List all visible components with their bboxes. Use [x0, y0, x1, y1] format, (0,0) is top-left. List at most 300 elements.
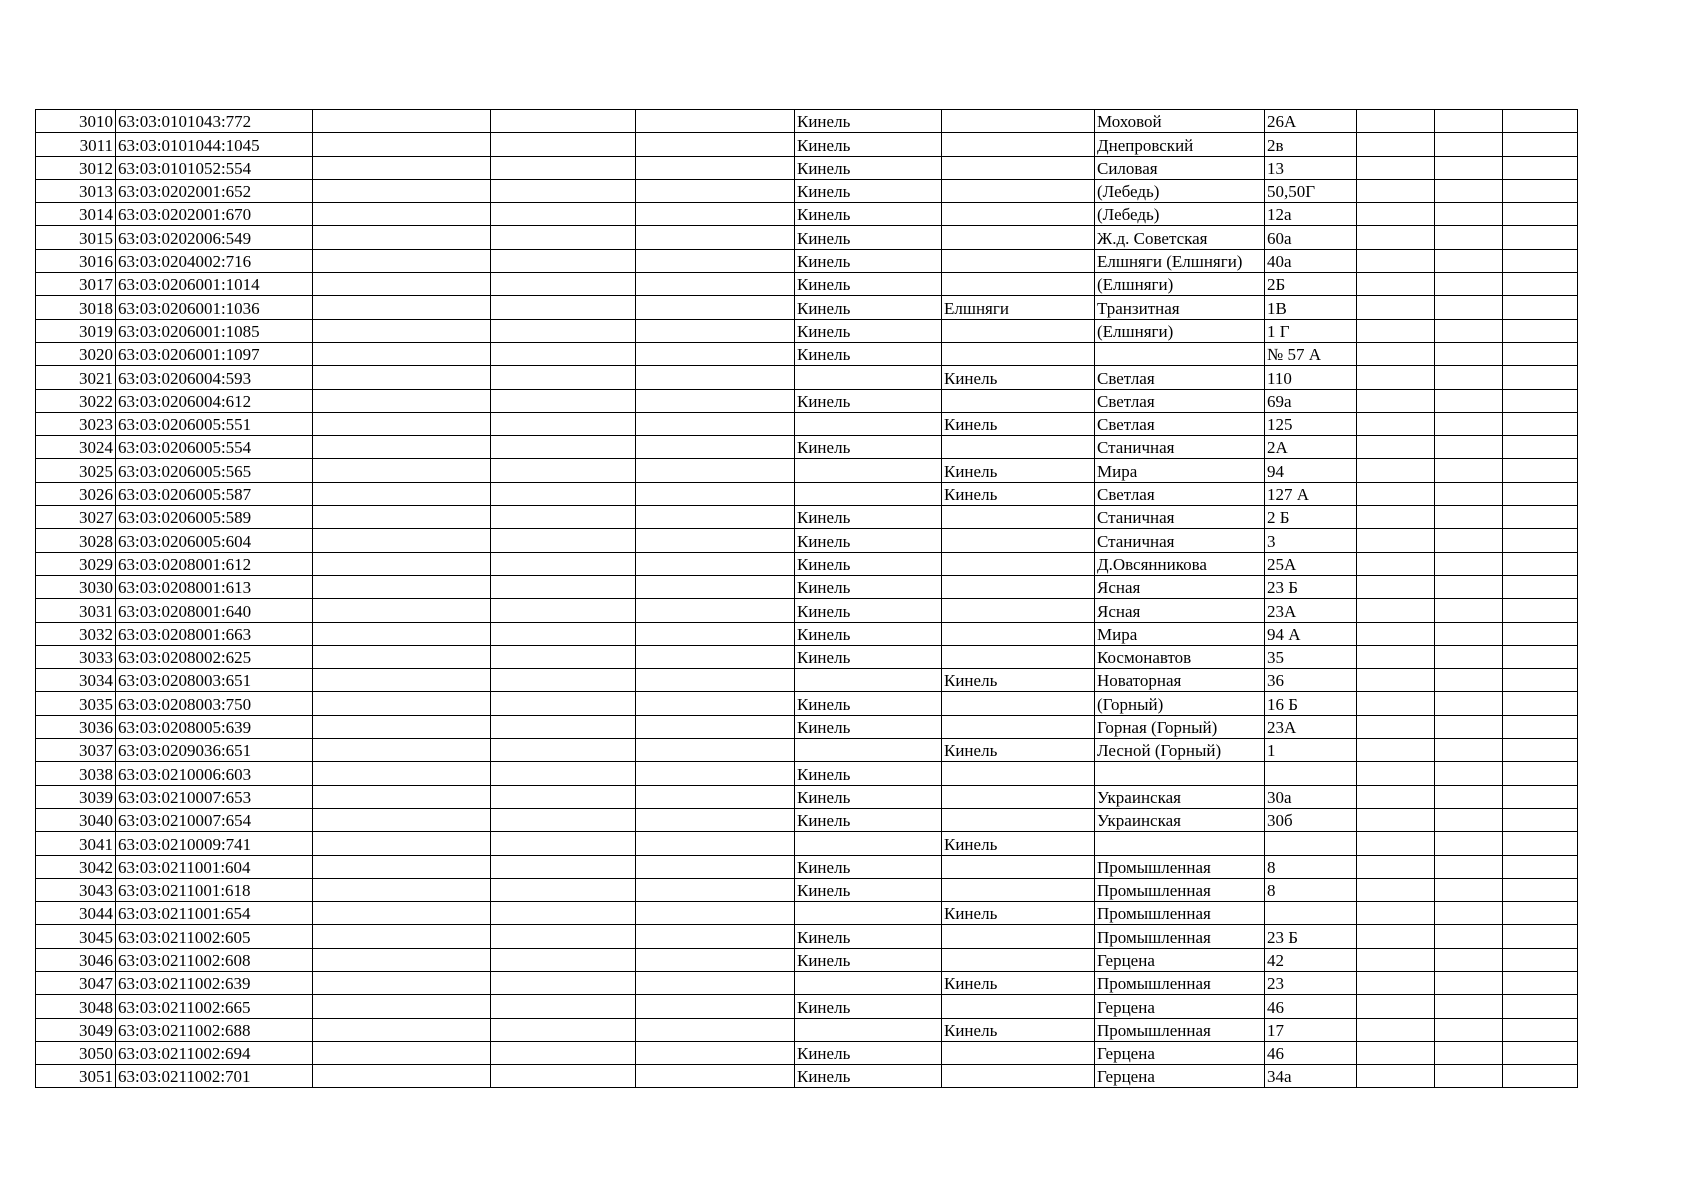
locality-cell: Кинель: [795, 273, 942, 296]
cadastral-number-cell: 63:03:0210006:603: [116, 762, 313, 785]
empty-cell: [1357, 855, 1435, 878]
empty-cell: [636, 692, 795, 715]
street-cell: Елшняги (Елшняги): [1095, 249, 1265, 272]
empty-cell: [1357, 995, 1435, 1018]
empty-cell: [1357, 366, 1435, 389]
house-number-cell: 25А: [1265, 552, 1357, 575]
row-number-cell: 3046: [36, 948, 116, 971]
house-number-cell: 23 Б: [1265, 575, 1357, 598]
settlement-cell: Кинель: [942, 1018, 1095, 1041]
empty-cell: [1503, 203, 1578, 226]
house-number-cell: 35: [1265, 645, 1357, 668]
street-cell: Днепровский: [1095, 133, 1265, 156]
empty-cell: [1503, 762, 1578, 785]
empty-cell: [1357, 832, 1435, 855]
empty-cell: [491, 179, 636, 202]
empty-cell: [1357, 342, 1435, 365]
settlement-cell: Кинель: [942, 739, 1095, 762]
empty-cell: [1357, 622, 1435, 645]
table-row: [36, 1065, 1578, 1088]
empty-cell: [313, 808, 491, 831]
house-number-cell: 23А: [1265, 715, 1357, 738]
empty-cell: [313, 1041, 491, 1064]
empty-cell: [491, 1041, 636, 1064]
empty-cell: [313, 878, 491, 901]
house-number-cell: 23А: [1265, 599, 1357, 622]
locality-cell: Кинель: [795, 622, 942, 645]
settlement-cell: Кинель: [942, 412, 1095, 435]
row-number-cell: 3020: [36, 342, 116, 365]
empty-cell: [636, 156, 795, 179]
empty-cell: [491, 971, 636, 994]
empty-cell: [1503, 459, 1578, 482]
locality-cell: Кинель: [795, 925, 942, 948]
house-number-cell: 50,50Г: [1265, 179, 1357, 202]
empty-cell: [636, 319, 795, 342]
row-number-cell: 3019: [36, 319, 116, 342]
empty-cell: [1503, 273, 1578, 296]
row-number-cell: 3013: [36, 179, 116, 202]
empty-cell: [1435, 110, 1503, 133]
cadastral-number-cell: 63:03:0211002:605: [116, 925, 313, 948]
empty-cell: [1435, 226, 1503, 249]
row-number-cell: 3030: [36, 575, 116, 598]
row-number-cell: 3040: [36, 808, 116, 831]
empty-cell: [1357, 459, 1435, 482]
cadastral-number-cell: 63:03:0209036:651: [116, 739, 313, 762]
row-number-cell: 3029: [36, 552, 116, 575]
empty-cell: [1503, 692, 1578, 715]
table-row: [36, 692, 1578, 715]
empty-cell: [1357, 249, 1435, 272]
cadastral-number-cell: 63:03:0206005:551: [116, 412, 313, 435]
street-cell: (Лебедь): [1095, 203, 1265, 226]
house-number-cell: 2А: [1265, 436, 1357, 459]
locality-cell: [795, 366, 942, 389]
empty-cell: [313, 156, 491, 179]
locality-cell: Кинель: [795, 156, 942, 179]
house-number-cell: 8: [1265, 855, 1357, 878]
street-cell: [1095, 832, 1265, 855]
cadastral-number-cell: 63:03:0206001:1097: [116, 342, 313, 365]
settlement-cell: [942, 808, 1095, 831]
locality-cell: Кинель: [795, 1065, 942, 1088]
row-number-cell: 3050: [36, 1041, 116, 1064]
empty-cell: [1435, 482, 1503, 505]
empty-cell: [636, 902, 795, 925]
empty-cell: [636, 179, 795, 202]
empty-cell: [636, 925, 795, 948]
empty-cell: [1435, 203, 1503, 226]
settlement-cell: [942, 1065, 1095, 1088]
empty-cell: [1503, 436, 1578, 459]
row-number-cell: 3028: [36, 529, 116, 552]
locality-cell: Кинель: [795, 436, 942, 459]
cadastral-number-cell: 63:03:0206001:1014: [116, 273, 313, 296]
cadastral-number-cell: 63:03:0206005:554: [116, 436, 313, 459]
empty-cell: [636, 110, 795, 133]
house-number-cell: 94: [1265, 459, 1357, 482]
empty-cell: [1357, 529, 1435, 552]
empty-cell: [636, 575, 795, 598]
empty-cell: [636, 203, 795, 226]
empty-cell: [1357, 110, 1435, 133]
empty-cell: [1503, 1018, 1578, 1041]
table-row: [36, 156, 1578, 179]
street-cell: Герцена: [1095, 1041, 1265, 1064]
cadastral-number-cell: 63:03:0211002:688: [116, 1018, 313, 1041]
empty-cell: [636, 552, 795, 575]
empty-cell: [1357, 412, 1435, 435]
empty-cell: [1357, 575, 1435, 598]
empty-cell: [1435, 855, 1503, 878]
empty-cell: [1435, 342, 1503, 365]
settlement-cell: [942, 273, 1095, 296]
empty-cell: [491, 878, 636, 901]
empty-cell: [1503, 296, 1578, 319]
empty-cell: [636, 878, 795, 901]
street-cell: Украинская: [1095, 785, 1265, 808]
table-row: [36, 366, 1578, 389]
empty-cell: [313, 669, 491, 692]
street-cell: Светлая: [1095, 389, 1265, 412]
row-number-cell: 3041: [36, 832, 116, 855]
settlement-cell: [942, 110, 1095, 133]
empty-cell: [313, 179, 491, 202]
empty-cell: [1503, 808, 1578, 831]
cadastral-number-cell: 63:03:0202001:652: [116, 179, 313, 202]
cadastral-number-cell: 63:03:0101052:554: [116, 156, 313, 179]
empty-cell: [1435, 995, 1503, 1018]
empty-cell: [1435, 156, 1503, 179]
locality-cell: Кинель: [795, 552, 942, 575]
empty-cell: [491, 296, 636, 319]
empty-cell: [1357, 552, 1435, 575]
row-number-cell: 3027: [36, 506, 116, 529]
settlement-cell: [942, 203, 1095, 226]
house-number-cell: 125: [1265, 412, 1357, 435]
empty-cell: [636, 436, 795, 459]
house-number-cell: [1265, 832, 1357, 855]
house-number-cell: 1В: [1265, 296, 1357, 319]
settlement-cell: [942, 948, 1095, 971]
settlement-cell: Елшняги: [942, 296, 1095, 319]
cadastral-number-cell: 63:03:0211001:618: [116, 878, 313, 901]
cadastral-number-cell: 63:03:0206004:612: [116, 389, 313, 412]
settlement-cell: [942, 529, 1095, 552]
cadastral-number-cell: 63:03:0211002:608: [116, 948, 313, 971]
street-cell: Промышленная: [1095, 902, 1265, 925]
empty-cell: [1435, 506, 1503, 529]
empty-cell: [1435, 575, 1503, 598]
empty-cell: [1357, 925, 1435, 948]
empty-cell: [636, 226, 795, 249]
empty-cell: [636, 1065, 795, 1088]
street-cell: Промышленная: [1095, 878, 1265, 901]
empty-cell: [1357, 296, 1435, 319]
table-row: [36, 902, 1578, 925]
settlement-cell: [942, 1041, 1095, 1064]
locality-cell: [795, 669, 942, 692]
row-number-cell: 3025: [36, 459, 116, 482]
empty-cell: [313, 319, 491, 342]
street-cell: Д.Овсянникова: [1095, 552, 1265, 575]
table-row: [36, 179, 1578, 202]
table-row: [36, 808, 1578, 831]
empty-cell: [1503, 110, 1578, 133]
empty-cell: [1357, 179, 1435, 202]
table-row: [36, 482, 1578, 505]
house-number-cell: 26А: [1265, 110, 1357, 133]
empty-cell: [491, 506, 636, 529]
empty-cell: [1435, 366, 1503, 389]
row-number-cell: 3043: [36, 878, 116, 901]
empty-cell: [313, 622, 491, 645]
empty-cell: [636, 133, 795, 156]
empty-cell: [636, 762, 795, 785]
empty-cell: [1503, 669, 1578, 692]
street-cell: Ясная: [1095, 575, 1265, 598]
empty-cell: [1503, 878, 1578, 901]
empty-cell: [1357, 715, 1435, 738]
empty-cell: [1435, 762, 1503, 785]
table-row: [36, 622, 1578, 645]
empty-cell: [636, 506, 795, 529]
empty-cell: [1435, 133, 1503, 156]
empty-cell: [313, 436, 491, 459]
cadastral-number-cell: 63:03:0211002:694: [116, 1041, 313, 1064]
empty-cell: [636, 482, 795, 505]
empty-cell: [636, 808, 795, 831]
table-row: [36, 599, 1578, 622]
settlement-cell: Кинель: [942, 482, 1095, 505]
empty-cell: [636, 389, 795, 412]
house-number-cell: 23 Б: [1265, 925, 1357, 948]
registry-rows: [36, 110, 1578, 1088]
settlement-cell: [942, 995, 1095, 1018]
locality-cell: Кинель: [795, 715, 942, 738]
empty-cell: [313, 599, 491, 622]
street-cell: Светлая: [1095, 366, 1265, 389]
locality-cell: Кинель: [795, 762, 942, 785]
empty-cell: [1357, 389, 1435, 412]
house-number-cell: № 57 А: [1265, 342, 1357, 365]
empty-cell: [1435, 1065, 1503, 1088]
table-row: [36, 855, 1578, 878]
table-row: [36, 948, 1578, 971]
row-number-cell: 3014: [36, 203, 116, 226]
empty-cell: [313, 925, 491, 948]
empty-cell: [313, 529, 491, 552]
empty-cell: [313, 342, 491, 365]
cadastral-number-cell: 63:03:0208001:612: [116, 552, 313, 575]
empty-cell: [313, 1065, 491, 1088]
empty-cell: [1435, 389, 1503, 412]
empty-cell: [491, 1065, 636, 1088]
locality-cell: Кинель: [795, 342, 942, 365]
street-cell: Светлая: [1095, 482, 1265, 505]
table-row: [36, 203, 1578, 226]
empty-cell: [1503, 412, 1578, 435]
empty-cell: [313, 249, 491, 272]
empty-cell: [313, 785, 491, 808]
locality-cell: [795, 459, 942, 482]
empty-cell: [636, 622, 795, 645]
street-cell: Светлая: [1095, 412, 1265, 435]
empty-cell: [491, 832, 636, 855]
empty-cell: [1357, 762, 1435, 785]
empty-cell: [1503, 832, 1578, 855]
street-cell: Станичная: [1095, 506, 1265, 529]
locality-cell: Кинель: [795, 179, 942, 202]
empty-cell: [1503, 529, 1578, 552]
street-cell: Мира: [1095, 622, 1265, 645]
table-row: [36, 785, 1578, 808]
empty-cell: [1357, 133, 1435, 156]
empty-cell: [491, 342, 636, 365]
street-cell: Герцена: [1095, 995, 1265, 1018]
locality-cell: [795, 902, 942, 925]
locality-cell: Кинель: [795, 785, 942, 808]
empty-cell: [1435, 599, 1503, 622]
empty-cell: [313, 855, 491, 878]
row-number-cell: 3021: [36, 366, 116, 389]
empty-cell: [1435, 878, 1503, 901]
empty-cell: [1435, 552, 1503, 575]
table-row: [36, 226, 1578, 249]
cadastral-number-cell: 63:03:0211002:639: [116, 971, 313, 994]
table-row: [36, 133, 1578, 156]
locality-cell: Кинель: [795, 575, 942, 598]
table-row: [36, 669, 1578, 692]
empty-cell: [1503, 739, 1578, 762]
table-row: [36, 832, 1578, 855]
cadastral-number-cell: 63:03:0208005:639: [116, 715, 313, 738]
locality-cell: Кинель: [795, 808, 942, 831]
empty-cell: [636, 249, 795, 272]
empty-cell: [636, 855, 795, 878]
empty-cell: [1357, 971, 1435, 994]
table-row: [36, 995, 1578, 1018]
locality-cell: Кинель: [795, 948, 942, 971]
row-number-cell: 3023: [36, 412, 116, 435]
house-number-cell: 40а: [1265, 249, 1357, 272]
empty-cell: [636, 971, 795, 994]
settlement-cell: [942, 179, 1095, 202]
empty-cell: [636, 296, 795, 319]
empty-cell: [491, 226, 636, 249]
empty-cell: [1435, 412, 1503, 435]
empty-cell: [1357, 808, 1435, 831]
empty-cell: [491, 482, 636, 505]
empty-cell: [1357, 203, 1435, 226]
house-number-cell: 36: [1265, 669, 1357, 692]
locality-cell: [795, 1018, 942, 1041]
empty-cell: [1435, 808, 1503, 831]
row-number-cell: 3015: [36, 226, 116, 249]
house-number-cell: 12а: [1265, 203, 1357, 226]
house-number-cell: 94 А: [1265, 622, 1357, 645]
cadastral-registry-table: [35, 109, 1578, 1088]
row-number-cell: 3017: [36, 273, 116, 296]
empty-cell: [313, 692, 491, 715]
empty-cell: [1357, 506, 1435, 529]
empty-cell: [1357, 785, 1435, 808]
house-number-cell: 42: [1265, 948, 1357, 971]
empty-cell: [313, 1018, 491, 1041]
empty-cell: [1357, 319, 1435, 342]
empty-cell: [1357, 1065, 1435, 1088]
locality-cell: Кинель: [795, 249, 942, 272]
street-cell: Моховой: [1095, 110, 1265, 133]
house-number-cell: 2 Б: [1265, 506, 1357, 529]
settlement-cell: [942, 785, 1095, 808]
house-number-cell: 1: [1265, 739, 1357, 762]
row-number-cell: 3037: [36, 739, 116, 762]
house-number-cell: 3: [1265, 529, 1357, 552]
cadastral-number-cell: 63:03:0206005:587: [116, 482, 313, 505]
table-row: [36, 506, 1578, 529]
settlement-cell: Кинель: [942, 971, 1095, 994]
empty-cell: [1503, 552, 1578, 575]
row-number-cell: 3039: [36, 785, 116, 808]
street-cell: (Лебедь): [1095, 179, 1265, 202]
table-row: [36, 925, 1578, 948]
row-number-cell: 3034: [36, 669, 116, 692]
settlement-cell: [942, 319, 1095, 342]
empty-cell: [313, 645, 491, 668]
empty-cell: [1357, 156, 1435, 179]
cadastral-number-cell: 63:03:0101044:1045: [116, 133, 313, 156]
cadastral-number-cell: 63:03:0101043:772: [116, 110, 313, 133]
row-number-cell: 3024: [36, 436, 116, 459]
empty-cell: [1503, 506, 1578, 529]
cadastral-number-cell: 63:03:0210009:741: [116, 832, 313, 855]
settlement-cell: [942, 389, 1095, 412]
table-row: [36, 389, 1578, 412]
empty-cell: [1435, 832, 1503, 855]
empty-cell: [636, 948, 795, 971]
settlement-cell: [942, 878, 1095, 901]
cadastral-number-cell: 63:03:0204002:716: [116, 249, 313, 272]
settlement-cell: [942, 436, 1095, 459]
empty-cell: [636, 459, 795, 482]
empty-cell: [313, 133, 491, 156]
row-number-cell: 3049: [36, 1018, 116, 1041]
cadastral-number-cell: 63:03:0206004:593: [116, 366, 313, 389]
empty-cell: [491, 133, 636, 156]
empty-cell: [313, 110, 491, 133]
street-cell: [1095, 342, 1265, 365]
empty-cell: [1503, 855, 1578, 878]
house-number-cell: 110: [1265, 366, 1357, 389]
empty-cell: [1503, 902, 1578, 925]
empty-cell: [313, 739, 491, 762]
empty-cell: [491, 925, 636, 948]
table-row: [36, 436, 1578, 459]
empty-cell: [491, 203, 636, 226]
street-cell: Промышленная: [1095, 855, 1265, 878]
house-number-cell: 46: [1265, 1041, 1357, 1064]
settlement-cell: [942, 645, 1095, 668]
empty-cell: [491, 785, 636, 808]
street-cell: Промышленная: [1095, 971, 1265, 994]
locality-cell: Кинель: [795, 1041, 942, 1064]
settlement-cell: [942, 156, 1095, 179]
street-cell: Лесной (Горный): [1095, 739, 1265, 762]
street-cell: Станичная: [1095, 529, 1265, 552]
empty-cell: [1435, 948, 1503, 971]
